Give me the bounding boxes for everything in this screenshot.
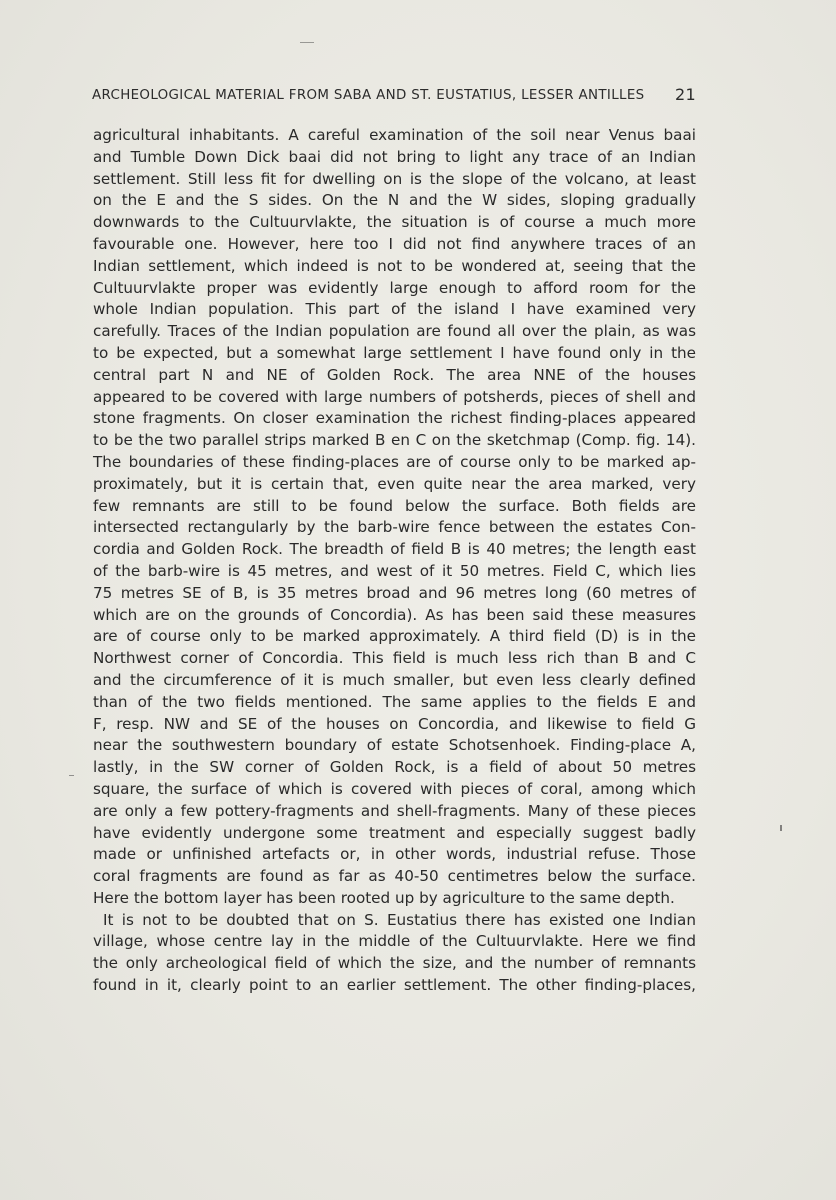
text-line: whole Indian population. This part of the island I have examined very bbox=[93, 300, 696, 319]
running-title: ARCHEOLOGICAL MATERIAL FROM SABA AND ST. EUSTATIUS, LESSER ANTILLES bbox=[92, 88, 645, 103]
text-line: and Tumble Down Dick baai did not bring to light any trace of an Indian bbox=[93, 147, 696, 166]
text-line: carefully. Traces of the Indian population are found all over the plain, as was bbox=[93, 322, 696, 341]
text-line: proximately, but it is certain that, even quite near the area marked, very bbox=[93, 474, 696, 493]
text-line: made or unfinished artefacts or, in other words, industrial refuse. Those bbox=[93, 845, 696, 864]
text-line: than of the two fields mentioned. The same applies to the fields E and bbox=[93, 692, 696, 711]
text-line: Indian settlement, which indeed is not to be wondered at, seeing that the bbox=[93, 256, 696, 275]
text-line: on the E and the S sides. On the N and the W sides, sloping gradually bbox=[93, 191, 696, 210]
text-line: settlement. Still less fit for dwelling on is the slope of the volcano, at least bbox=[93, 169, 696, 188]
text-line: are only a few pottery-fragments and shell-fragments. Many of these pieces bbox=[93, 801, 696, 820]
text-line: central part N and NE of Golden Rock. The area NNE of the houses bbox=[93, 365, 696, 384]
print-mark bbox=[300, 42, 314, 43]
paper-speck bbox=[69, 775, 74, 776]
text-line: Northwest corner of Concordia. This field is much less rich than B and C bbox=[93, 649, 696, 668]
text-line: found in it, clearly point to an earlier settlement. The other finding-places, bbox=[93, 976, 696, 995]
text-line: have evidently undergone some treatment and especially suggest badly bbox=[93, 823, 696, 842]
text-line: The boundaries of these finding-places are of course only to be marked ap- bbox=[93, 452, 696, 471]
text-line: lastly, in the SW corner of Golden Rock, is a field of about 50 metres bbox=[93, 758, 696, 777]
text-line: which are on the grounds of Concordia). As has been said these measures bbox=[93, 605, 696, 624]
text-line: agricultural inhabitants. A careful examination of the soil near Venus baai bbox=[93, 126, 696, 144]
text-line: square, the surface of which is covered with pieces of coral, among which bbox=[93, 779, 696, 798]
text-line: stone fragments. On closer examination the richest finding-places appeared bbox=[93, 409, 696, 428]
paper-speck bbox=[780, 825, 782, 831]
text-line: Cultuurvlakte proper was evidently large enough to afford room for the bbox=[93, 278, 696, 297]
text-line: intersected rectangularly by the barb-wire fence between the estates Con- bbox=[93, 518, 696, 537]
text-line: to be expected, but a somewhat large settlement I have found only in the bbox=[93, 343, 696, 362]
text-line: appeared to be covered with large numbers of potsherds, pieces of shell and bbox=[93, 387, 696, 406]
text-line: F, resp. NW and SE of the houses on Concordia, and likewise to field G bbox=[93, 714, 696, 733]
text-line: to be the two parallel strips marked B en C on the sketchmap (Comp. fig. 14). bbox=[93, 431, 696, 450]
text-line: of the barb-wire is 45 metres, and west of it 50 metres. Field C, which lies bbox=[93, 561, 696, 580]
running-header bbox=[92, 85, 702, 104]
text-line: downwards to the Cultuurvlakte, the situation is of course a much more bbox=[93, 213, 696, 232]
text-line: and the circumference of it is much smaller, but even less clearly defined bbox=[93, 670, 696, 689]
page-number: 21 bbox=[675, 85, 697, 104]
text-line: near the southwestern boundary of estate Schotsenhoek. Finding-place A, bbox=[93, 736, 696, 755]
text-line: coral fragments are found as far as 40-50 centimetres below the surface. bbox=[93, 867, 696, 886]
body-text bbox=[93, 125, 696, 997]
text-line: Here the bottom layer has been rooted up by agriculture to the same depth. bbox=[93, 888, 675, 907]
text-line: cordia and Golden Rock. The breadth of field B is 40 metres; the length east bbox=[93, 540, 696, 559]
text-line: It is not to be doubted that on S. Eustatius there has existed one Indian bbox=[103, 910, 696, 929]
text-line: 75 metres SE of B, is 35 metres broad and 96 metres long (60 metres of bbox=[93, 583, 696, 602]
text-line: village, whose centre lay in the middle of the Cultuurvlakte. Here we find bbox=[93, 932, 696, 951]
text-line: few remnants are still to be found below the surface. Both fields are bbox=[93, 496, 696, 515]
text-line: favourable one. However, here too I did not find anywhere traces of an bbox=[93, 234, 696, 253]
text-line: are of course only to be marked approximately. A third field (D) is in the bbox=[93, 627, 696, 646]
text-line: the only archeological field of which the size, and the number of remnants bbox=[93, 954, 696, 973]
